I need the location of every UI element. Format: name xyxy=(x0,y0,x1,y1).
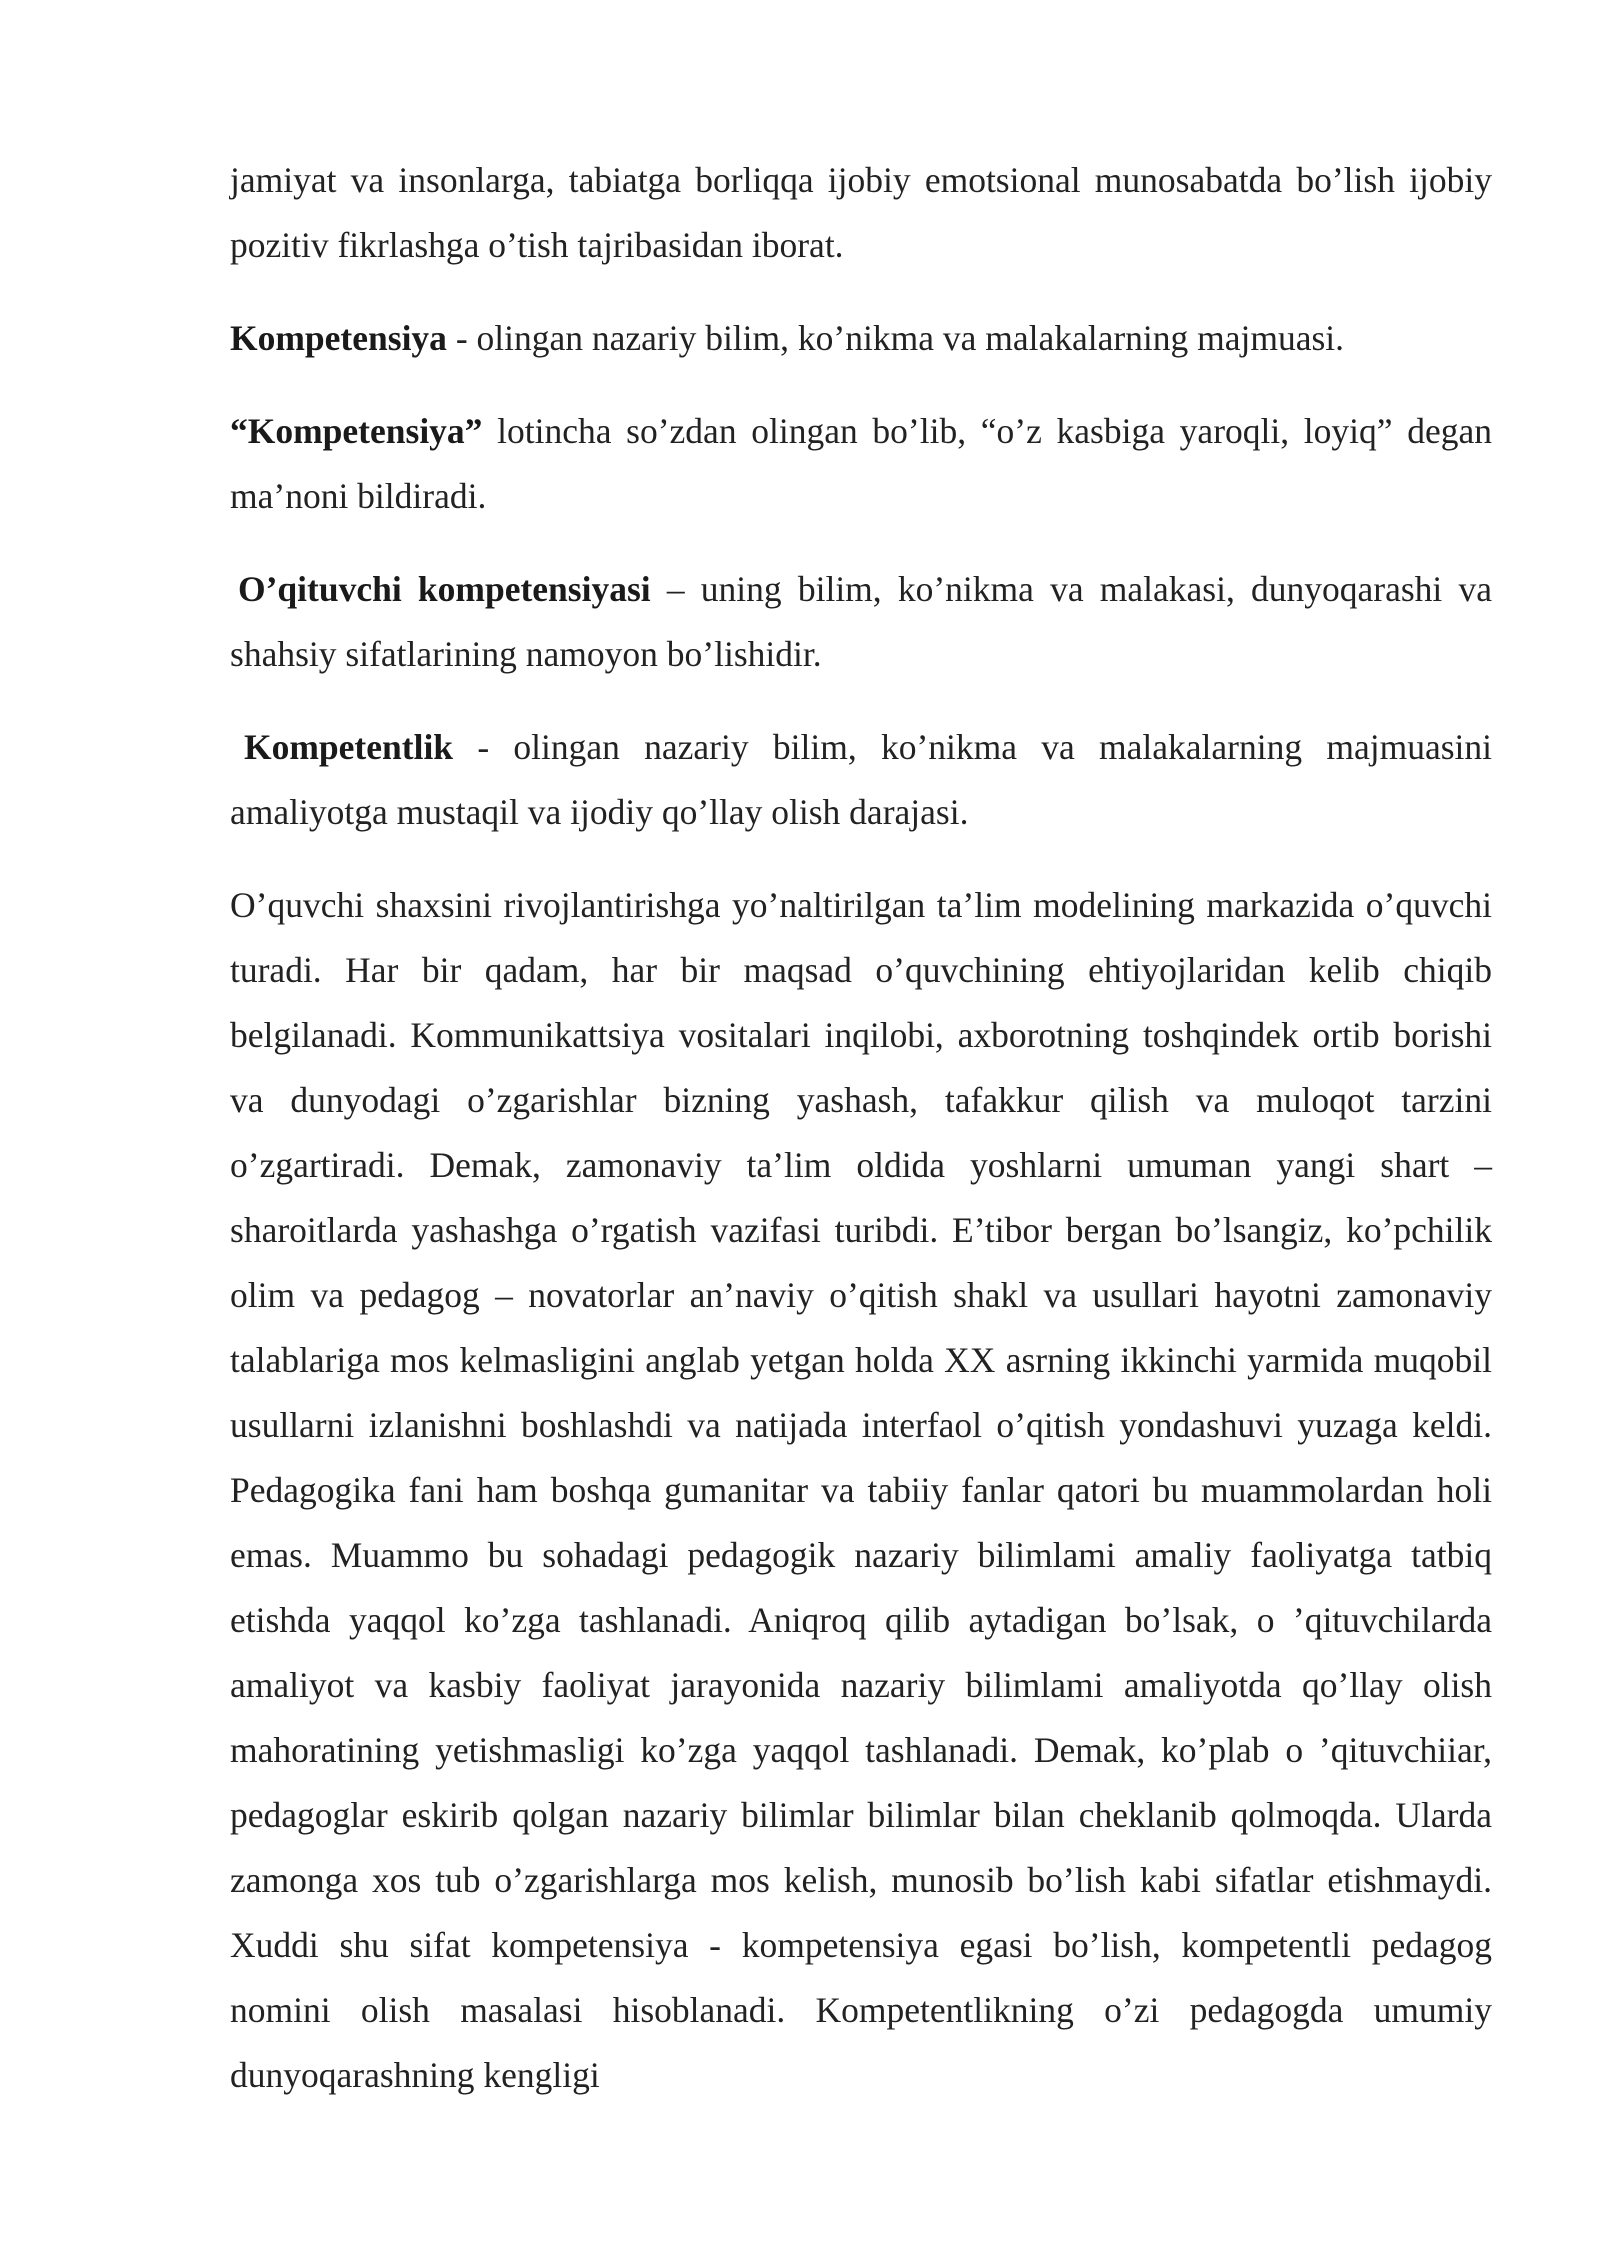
term-kompetensiya-quoted: “Kompetensiya” xyxy=(230,411,483,451)
paragraph-kompetentlik-definition xyxy=(230,715,1492,845)
paragraph-teacher-competence xyxy=(230,557,1492,687)
paragraph-text: O’quvchi shaxsini rivojlantirishga yo’naltirilgan ta’lim modelining markazida o’quvchi turadi. Har bir qadam, har bir maqsad o’quvchining ehtiyojlaridan kelib chiqib belgilanadi. Kommunikattsiya vositalari inqilobi, axborotning toshqindek ortib borishi va dunyodagi o’zgarishlar bizning yashash, tafakkur qilish va muloqot tarzini o’zgartiradi. Demak, zamonaviy ta’lim oldida yoshlarni umuman yangi shart – sharoitlarda yashashga o’rgatish vazifasi turibdi. E’tibor bergan bo’lsangiz, ko’pchilik olim va pedagog – novatorlar an’naviy o’qitish shakl va usullari hayotni zamonaviy talablariga mos kelmasligini anglab yetgan holda XX asrning ikkinchi yarmida muqobil usullarni izlanishni boshlashdi va natijada interfaol o’qitish yondashuvi yuzaga keldi. Pedagogika fani ham boshqa gumanitar va tabiiy fanlar qatori bu muammolardan holi emas. Muammo bu sohadagi pedagogik nazariy bilimlami amaliy faoliyatga tatbiq etishda yaqqol ko’zga tashlanadi. Aniqroq qilib aytadigan bo’lsak, o ’qituvchilarda amaliyot va kasbiy faoliyat jarayonida nazariy bilimlami amaliyotda qo’llay olish mahoratining yetishmasligi ko’zga yaqqol tashlanadi. Demak, ko’plab o ’qituvchiiar, pedagoglar eskirib qolgan nazariy bilimlar bilimlar bilan cheklanib qolmoqda. Ularda zamonga xos tub o’zgarishlarga mos kelish, munosib bo’lish kabi sifatlar etishmaydi. Xuddi shu sifat kompetensiya - kompetensiya egasi bo’lish, kompetentli pedagog nomini olish masalasi hisoblanadi. Kompetentlikning o’zi pedagogda umumiy dunyoqarashning kengligi xyxy=(230,885,1492,2095)
paragraph-text: - olingan nazariy bilim, ko’nikma va malakalarning majmuasini amaliyotga mustaqil va ijodiy qo’llay olish darajasi. xyxy=(230,727,1492,832)
paragraph-text: - olingan nazariy bilim, ko’nikma va malakalarning majmuasi. xyxy=(446,318,1345,358)
term-kompetensiya: Kompetensiya xyxy=(230,318,447,358)
paragraph-text: jamiyat va insonlarga, tabiatga borliqqa ijobiy emotsional munosabatda bo’lish ijobiy pozitiv fikrlashga o’tish tajribasidan iborat. xyxy=(230,160,1492,265)
term-kompetentlik: Kompetentlik xyxy=(244,727,454,767)
paragraph-text: lotincha so’zdan olingan bo’lib, “o’z kasbiga yaroqli, loyiq” degan ma’noni bildiradi. xyxy=(230,411,1492,516)
paragraph-kompetensiya-etymology xyxy=(230,399,1492,529)
paragraph-intro-continuation xyxy=(230,148,1492,278)
paragraph-kompetensiya-definition xyxy=(230,306,1492,371)
paragraph-student-centered-model xyxy=(230,873,1492,2108)
term-oqituvchi-kompetensiyasi: O’qituvchi kompetensiyasi xyxy=(238,569,651,609)
paragraph-text: – uning bilim, ko’nikma va malakasi, dunyoqarashi va shahsiy sifatlarining namoyon bo’lishidir. xyxy=(230,569,1492,674)
document-body xyxy=(230,148,1492,2136)
